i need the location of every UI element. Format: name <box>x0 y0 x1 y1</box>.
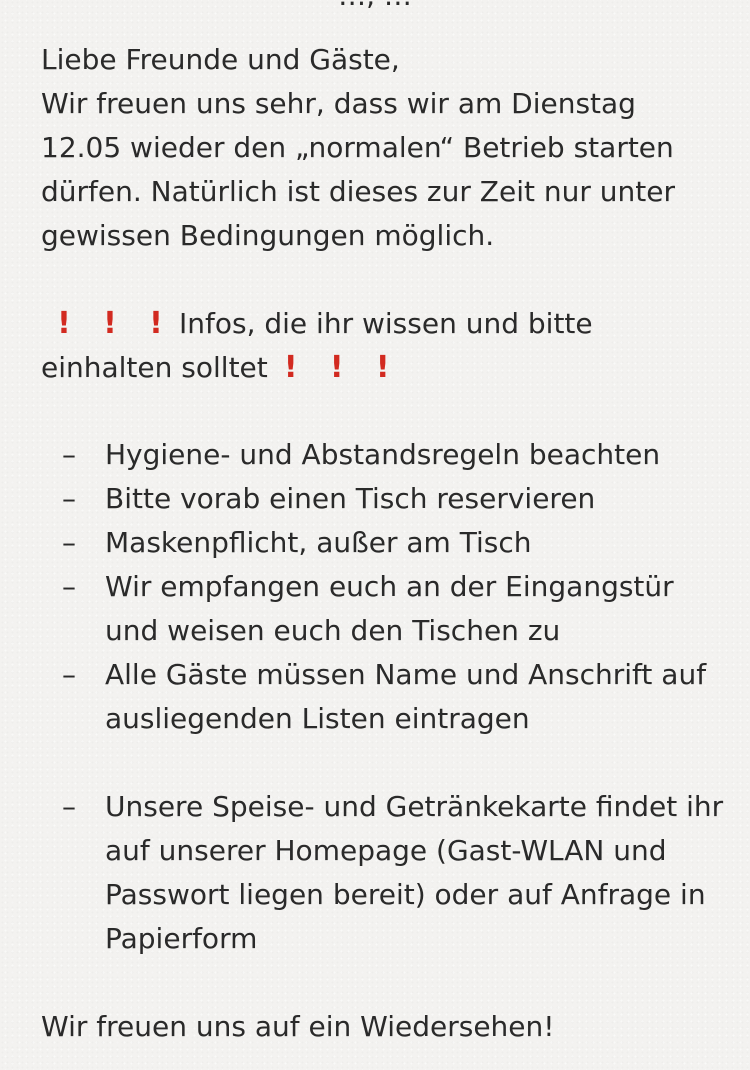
info-heading-line-1 <box>41 302 721 346</box>
list-item <box>41 477 731 521</box>
list-item <box>41 653 731 741</box>
exclamation-icon: ! <box>283 350 298 385</box>
list-item <box>41 565 731 653</box>
dash-bullet: – <box>62 658 76 691</box>
exclamation-icon: ! <box>149 306 163 341</box>
rules-list <box>41 433 731 961</box>
info-heading-text-1: Infos, die ihr wissen und bitte <box>179 307 593 340</box>
dash-bullet: – <box>62 482 76 515</box>
list-item-text: Wir empfangen euch an der Eingangstür und weisen euch den Tischen zu <box>105 570 674 647</box>
list-item-text: Alle Gäste müssen Name und Anschrift auf ausliegenden Listen eintragen <box>105 658 707 735</box>
intro-paragraph <box>41 38 721 258</box>
info-heading-text-2: einhalten solltet <box>41 351 268 384</box>
list-item <box>41 521 731 565</box>
list-item <box>41 433 731 477</box>
list-item-text: Unsere Speise- und Getränkekarte findet ihr auf unserer Homepage (Gast-WLAN und Passwort liegen bereit) oder auf Anfrage in Papierform <box>105 790 724 955</box>
dash-bullet: – <box>62 790 76 823</box>
exclamation-icon: ! <box>57 306 71 341</box>
exclamation-icon-group <box>41 302 179 346</box>
exclamation-icon: ! <box>375 350 390 385</box>
list-item <box>41 785 731 961</box>
closing-line: Wir freuen uns auf ein Wiedersehen! <box>41 1010 555 1043</box>
list-item-text: Bitte vorab einen Tisch reservieren <box>105 482 596 515</box>
exclamation-icon: ! <box>329 350 344 385</box>
list-item-text: Maskenpflicht, außer am Tisch <box>105 526 532 559</box>
dash-bullet: – <box>62 570 76 603</box>
exclamation-icon: ! <box>103 306 117 341</box>
intro-text: Wir freuen uns sehr, dass wir am Dienstag 12.05 wieder den „normalen“ Betrieb starten dürfen. Natürlich ist dieses zur Zeit nur unter gewissen Bedingungen möglich. <box>41 87 675 252</box>
dash-bullet: – <box>62 438 76 471</box>
cut-off-top-line <box>0 0 750 18</box>
info-heading-line-2 <box>41 346 721 390</box>
greeting-line: Liebe Freunde und Gäste, <box>41 43 400 76</box>
dash-bullet: – <box>62 526 76 559</box>
exclamation-icon-group <box>268 346 406 390</box>
list-item-text: Hygiene- und Abstandsregeln beachten <box>105 438 661 471</box>
